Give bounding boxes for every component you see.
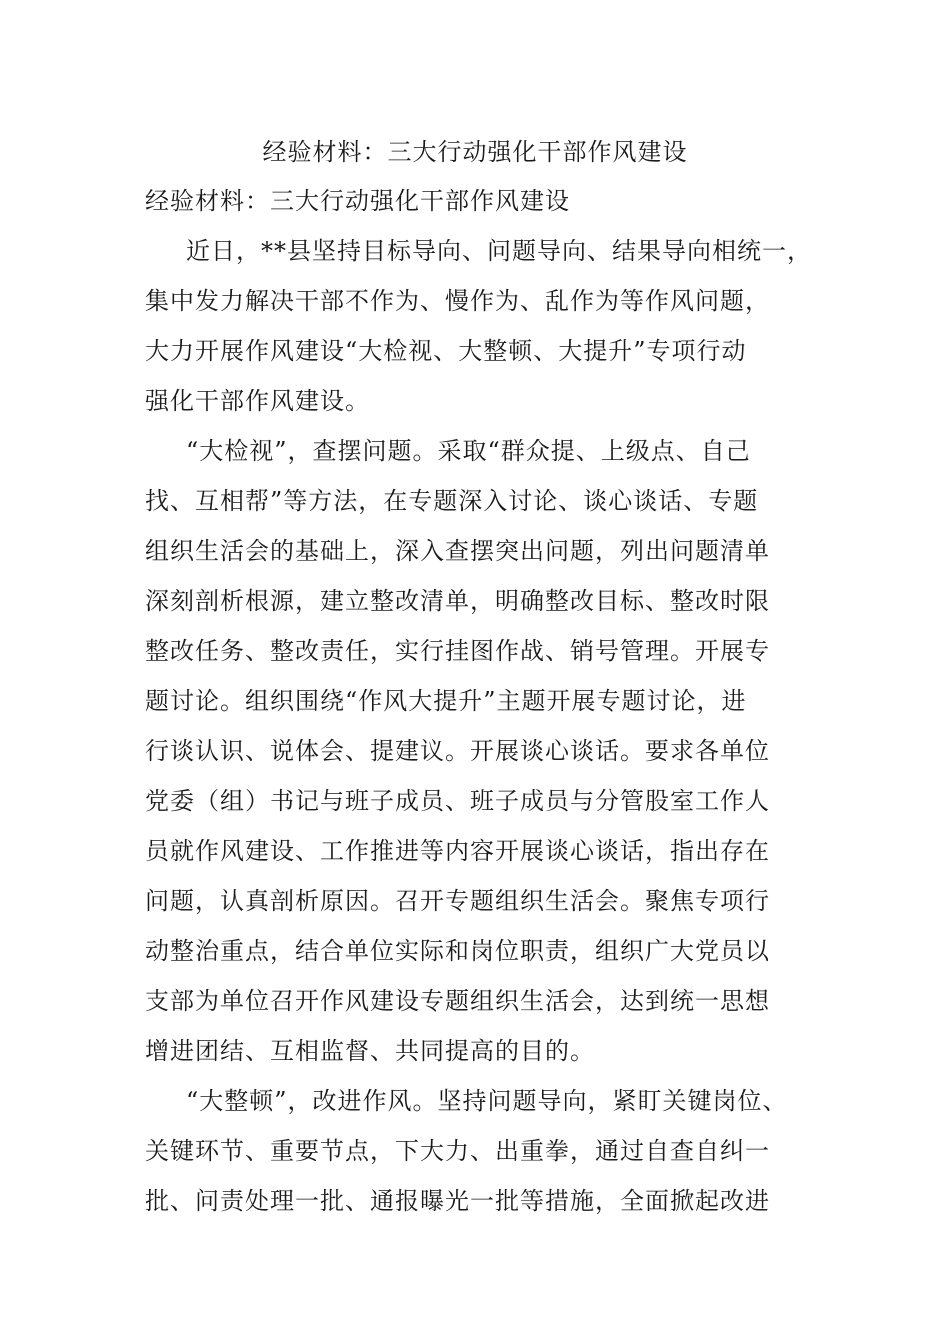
paragraph-line: 员就作风建设、工作推进等内容开展谈心谈话，指出存在	[145, 837, 770, 865]
paragraph-line: 关键环节、重要节点，下大力、出重拳，通过自查自纠一	[145, 1137, 770, 1165]
subtitle-line: 经验材料：三大行动强化干部作风建设	[145, 187, 570, 215]
paragraph-line: 动整治重点，结合单位实际和岗位职责，组织广大党员以	[145, 937, 770, 965]
paragraph-line: 题讨论。组织围绕“作风大提升”主题开展专题讨论，进	[145, 687, 747, 715]
paragraph-line: “大检视”，查摆问题。采取“群众提、上级点、自己	[186, 437, 751, 465]
paragraph-line: 深刻剖析根源，建立整改清单，明确整改目标、整改时限	[145, 587, 770, 615]
paragraph-line: “大整顿”，改进作风。坚持问题导向，紧盯关键岗位、	[186, 1087, 788, 1115]
paragraph-line: 增进团结、互相监督、共同提高的目的。	[145, 1037, 595, 1065]
paragraph-line: 集中发力解决干部不作为、慢作为、乱作为等作风问题，	[145, 287, 770, 315]
paragraph-line: 批、问责处理一批、通报曝光一批等措施，全面掀起改进	[145, 1187, 770, 1215]
paragraph-line: 强化干部作风建设。	[145, 387, 370, 415]
paragraph-line: 问题，认真剖析原因。召开专题组织生活会。聚焦专项行	[145, 887, 770, 915]
paragraph-line: 大力开展作风建设“大检视、大整顿、大提升”专项行动	[145, 337, 747, 365]
paragraph-line: 行谈认识、说体会、提建议。开展谈心谈话。要求各单位	[145, 737, 770, 765]
paragraph-line: 找、互相帮”等方法，在专题深入讨论、谈心谈话、专题	[145, 487, 759, 515]
paragraph-line: 近日，**县坚持目标导向、问题导向、结果导向相统一，	[186, 237, 812, 265]
paragraph-line: 支部为单位召开作风建设专题组织生活会，达到统一思想	[145, 987, 770, 1015]
paragraph-line: 整改任务、整改责任，实行挂图作战、销号管理。开展专	[145, 637, 770, 665]
document-title: 经验材料：三大行动强化干部作风建设	[262, 138, 688, 166]
paragraph-line: 党委（组）书记与班子成员、班子成员与分管股室工作人	[145, 787, 770, 815]
paragraph-line: 组织生活会的基础上，深入查摆突出问题，列出问题清单	[145, 537, 770, 565]
